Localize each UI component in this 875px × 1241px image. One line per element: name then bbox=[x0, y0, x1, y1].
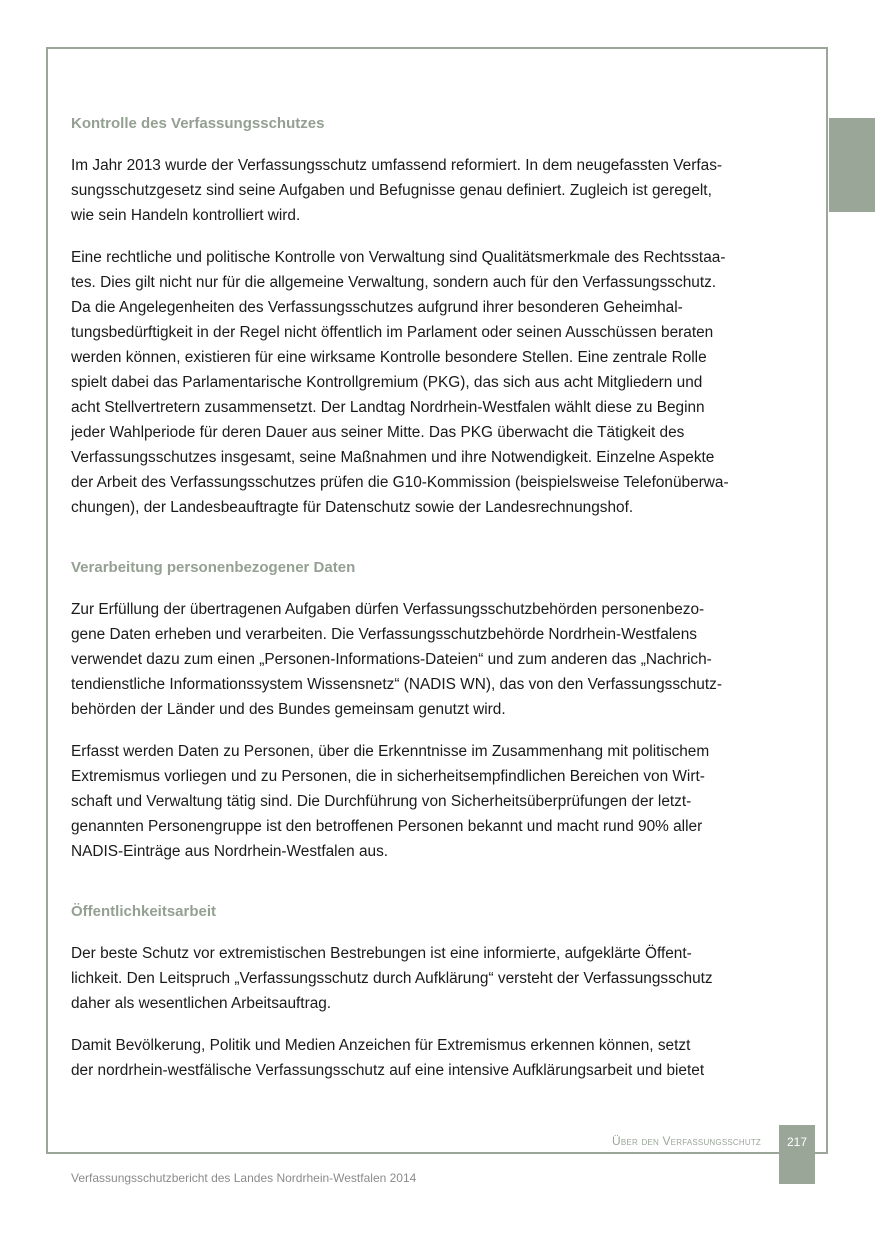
paragraph bbox=[71, 739, 791, 864]
section-2 bbox=[71, 556, 791, 864]
page-number-box bbox=[779, 1125, 815, 1184]
text-line: lichkeit. Den Leitspruch „Verfassungsschutz durch Aufklärung“ versteht der Verfassungsschutz bbox=[71, 970, 713, 987]
text-line: tes. Dies gilt nicht nur für die allgemeine Verwaltung, sondern auch für den Verfassungsschutz. bbox=[71, 274, 717, 291]
text-line: genannten Personengruppe ist den betroffenen Personen bekannt und macht rund 90% aller bbox=[71, 818, 703, 835]
text-line: der Arbeit des Verfassungsschutzes prüfen die G10-Kommission (beispielsweise Telefonüberwa- bbox=[71, 474, 729, 491]
text-line: daher als wesentlichen Arbeitsauftrag. bbox=[71, 995, 332, 1012]
text-line: acht Stellvertretern zusammensetzt. Der Landtag Nordrhein-Westfalen wählt diese zu Beginn bbox=[71, 399, 705, 416]
paragraph bbox=[71, 245, 791, 520]
text-line: spielt dabei das Parlamentarische Kontrollgremium (PKG), das sich aus acht Mitgliedern und bbox=[71, 374, 703, 391]
section-3 bbox=[71, 900, 791, 1083]
text-line: Der beste Schutz vor extremistischen Bestrebungen ist eine informierte, aufgeklärte Öffent- bbox=[71, 945, 692, 962]
text-line: der nordrhein-westfälische Verfassungsschutz auf eine intensive Aufklärungsarbeit und bietet bbox=[71, 1062, 705, 1079]
section-heading: Verarbeitung personenbezogener Daten bbox=[71, 559, 356, 576]
text-line: Verfassungsschutzes insgesamt, seine Maßnahmen und ihre Notwendigkeit. Einzelne Aspekte bbox=[71, 449, 715, 466]
text-line: tungsbedürftigkeit in der Regel nicht öffentlich im Parlament oder seinen Ausschüssen beraten bbox=[71, 324, 714, 341]
page-content bbox=[71, 112, 791, 1083]
paragraph bbox=[71, 153, 791, 228]
text-line: Damit Bevölkerung, Politik und Medien Anzeichen für Extremismus erkennen können, setzt bbox=[71, 1037, 691, 1054]
text-line: wie sein Handeln kontrolliert wird. bbox=[71, 207, 301, 224]
text-line: Erfasst werden Daten zu Personen, über die Erkenntnisse im Zusammenhang mit politischem bbox=[71, 743, 710, 760]
running-title: Über den Verfassungsschutz bbox=[612, 1134, 761, 1148]
paragraph bbox=[71, 1033, 791, 1083]
side-tab-marker bbox=[829, 118, 875, 212]
paragraph bbox=[71, 941, 791, 1016]
text-line: NADIS-Einträge aus Nordrhein-Westfalen aus. bbox=[71, 843, 389, 860]
text-line: Eine rechtliche und politische Kontrolle von Verwaltung sind Qualitätsmerkmale des Rechtsstaa- bbox=[71, 249, 726, 266]
page-number: 217 bbox=[786, 1135, 808, 1149]
text-line: sungsschutzgesetz sind seine Aufgaben und Befugnisse genau definiert. Zugleich ist geregelt, bbox=[71, 182, 712, 199]
text-line: chungen), der Landesbeauftragte für Datenschutz sowie der Landesrechnungshof. bbox=[71, 499, 634, 516]
text-line: tendienstliche Informationssystem Wissensnetz“ (NADIS WN), das von den Verfassungsschutz- bbox=[71, 676, 722, 693]
text-line: Extremismus vorliegen und zu Personen, die in sicherheitsempfindlichen Bereichen von Wirt- bbox=[71, 768, 705, 785]
text-line: gene Daten erheben und verarbeiten. Die Verfassungsschutzbehörde Nordrhein-Westfalens bbox=[71, 626, 697, 643]
section-heading: Kontrolle des Verfassungsschutzes bbox=[71, 115, 325, 132]
text-line: schaft und Verwaltung tätig sind. Die Durchführung von Sicherheitsüberprüfungen der letzt- bbox=[71, 793, 692, 810]
report-title: Verfassungsschutzbericht des Landes Nordrhein-Westfalen 2014 bbox=[71, 1171, 417, 1185]
text-line: Da die Angelegenheiten des Verfassungsschutzes aufgrund ihrer besonderen Geheimhal- bbox=[71, 299, 683, 316]
paragraph bbox=[71, 597, 791, 722]
text-line: Im Jahr 2013 wurde der Verfassungsschutz umfassend reformiert. In dem neugefassten Verfas- bbox=[71, 157, 723, 174]
text-line: verwendet dazu zum einen „Personen-Informations-Dateien“ und zum anderen das „Nachrich- bbox=[71, 651, 712, 668]
section-heading: Öffentlichkeitsarbeit bbox=[71, 903, 217, 920]
text-line: werden können, existieren für eine wirksame Kontrolle besondere Stellen. Eine zentrale Rolle bbox=[71, 349, 707, 366]
section-1 bbox=[71, 112, 791, 520]
text-line: jeder Wahlperiode für deren Dauer aus seiner Mitte. Das PKG überwacht die Tätigkeit des bbox=[71, 424, 685, 441]
text-line: behörden der Länder und des Bundes gemeinsam genutzt wird. bbox=[71, 701, 506, 718]
text-line: Zur Erfüllung der übertragenen Aufgaben dürfen Verfassungsschutzbehörden personenbezo- bbox=[71, 601, 705, 618]
